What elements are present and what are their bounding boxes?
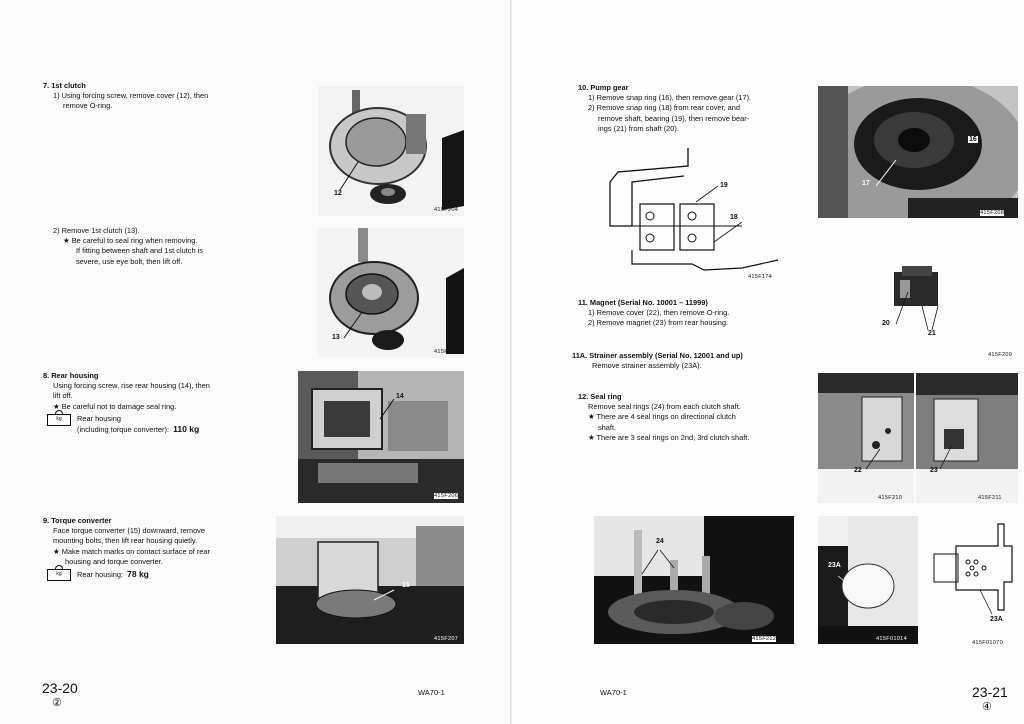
callout-label: 15 [402,582,410,589]
section-1st-clutch-step2 [43,226,248,267]
body-text: mounting bolts, then lift rear housing quietly. [53,536,198,546]
step-text: 2) Remove magnet (23) from rear housing. [588,318,729,328]
section-heading: 10. Pump gear [578,83,629,92]
step-text: 2) Remove snap ring (18) from rear cover, and [588,103,740,113]
figure-code: 415F212 [752,636,777,642]
page-number: 23-20 [42,680,78,696]
revision-mark: ② [52,697,62,709]
caution-note: shaft. [598,422,617,432]
figure-code: 415F206 [434,493,459,499]
body-text: Remove seal rings (24) from each clutch shaft. [588,402,741,412]
photo-torque-converter [276,516,464,644]
photo-pump-gear [818,86,1018,218]
section-strainer-assembly [572,351,812,371]
diagram-pump-gear-section [592,142,798,284]
section-magnet [578,298,798,329]
body-text: Remove strainer assembly (23A). [592,361,702,371]
figure-code: 415F208 [980,210,1005,216]
callout-label: 19 [720,182,728,189]
photo-1st-clutch [318,228,464,358]
section-heading: 9. Torque converter [43,516,112,525]
photo-magnet [842,262,1018,362]
figure-code: 415F207 [434,636,459,642]
body-text: Using forcing screw, rise rear housing (14), then [53,381,210,391]
section-heading: 11A. Strainer assembly (Serial No. 12001 and up) [572,351,743,360]
revision-mark: ④ [982,701,992,713]
section-heading: 11. Magnet (Serial No. 10001 – 11999) [578,298,708,307]
callout-label: 21 [928,330,936,337]
step-text: remove O-ring. [63,101,113,111]
caution-note: If fitting between shaft and 1st clutch is [76,246,203,256]
callout-label: 22 [854,467,862,474]
figure-code: 415F205 [434,349,459,355]
photo-1st-clutch-cover [318,86,464,216]
step-text: 1) Using forcing screw, remove cover (12), then [53,91,209,101]
body-text: Face torque converter (15) downward, remove [53,526,205,536]
weight-value: 110 kg [173,424,200,435]
caution-note: ★ There are 3 seal rings on 2nd, 3rd clutch shaft. [578,433,798,443]
photo-rear-housing [298,371,464,503]
right-page [512,0,1024,724]
callout-label: 17 [862,180,870,187]
section-heading: 12. Seal ring [578,392,622,401]
weight-icon: kg [47,569,71,581]
weight-label: (including torque converter): [77,425,170,435]
step-text: 2) Remove 1st clutch (13). [53,226,140,235]
weight-row [43,569,248,581]
callout-label: 20 [882,320,890,327]
figure-code: 415F174 [748,274,773,280]
caution-note: housing and torque converter. [65,556,163,566]
callout-label: 18 [730,214,738,221]
caution-note: ★ Be careful to seal ring when removing. [43,236,248,246]
section-seal-ring [578,392,798,443]
figure-code: 415F211 [978,495,1002,501]
figure-code: 415F204 [434,207,459,213]
callout-label: 16 [969,136,977,143]
step-text: 1) Remove snap ring (16), then remove gear (17). [588,93,752,103]
photo-magnet-cover [818,373,914,503]
section-rear-housing [43,371,248,435]
section-torque-converter [43,516,248,581]
callout-label: 24 [656,538,664,545]
caution-note: ★ Be careful not to damage seal ring. [43,402,248,412]
callout-label: 14 [396,393,404,400]
caution-note: ★ There are 4 seal rings on directional clutch [578,412,798,422]
photo-magnet-removed [916,373,1018,503]
callout-label: 23A [990,616,1003,623]
section-heading: 8. Rear housing [43,371,99,380]
section-pump-gear [578,83,798,134]
figure-code: 415F01014 [876,636,908,642]
weight-label: Rear housing: [77,570,124,580]
callout-label: 23A [828,562,841,569]
caution-note: ★ Make match marks on contact surface of rear [43,547,248,557]
section-1st-clutch [43,81,248,112]
callout-label: 12 [334,190,342,197]
model-label: WA70-1 [600,688,627,697]
callout-label: 13 [332,334,340,341]
caution-note: severe, use eye bolt, then lift off. [76,256,183,266]
figure-code: 415F210 [878,495,903,501]
callout-label: 23 [930,467,938,474]
weight-value: 78 kg [127,569,149,580]
model-label: WA70-1 [418,688,445,697]
figure-code: 415F209 [988,352,1013,358]
weight-icon: kg [47,414,71,426]
figure-code: 415F01070 [972,640,1004,646]
body-text: lift off. [53,391,73,401]
photo-strainer [818,516,918,644]
section-heading: 7. 1st clutch [43,81,86,90]
photo-seal-rings [594,516,794,644]
weight-row [43,414,248,435]
weight-label: Rear housing [77,413,121,423]
step-text: ings (21) from shaft (20). [598,123,679,133]
step-text: 1) Remove cover (22), then remove O-ring. [588,308,730,318]
diagram-strainer-assembly [920,516,1020,654]
page-number: 23-21 [972,684,1008,700]
step-text: remove shaft, bearing (19), then remove bear- [598,113,750,123]
